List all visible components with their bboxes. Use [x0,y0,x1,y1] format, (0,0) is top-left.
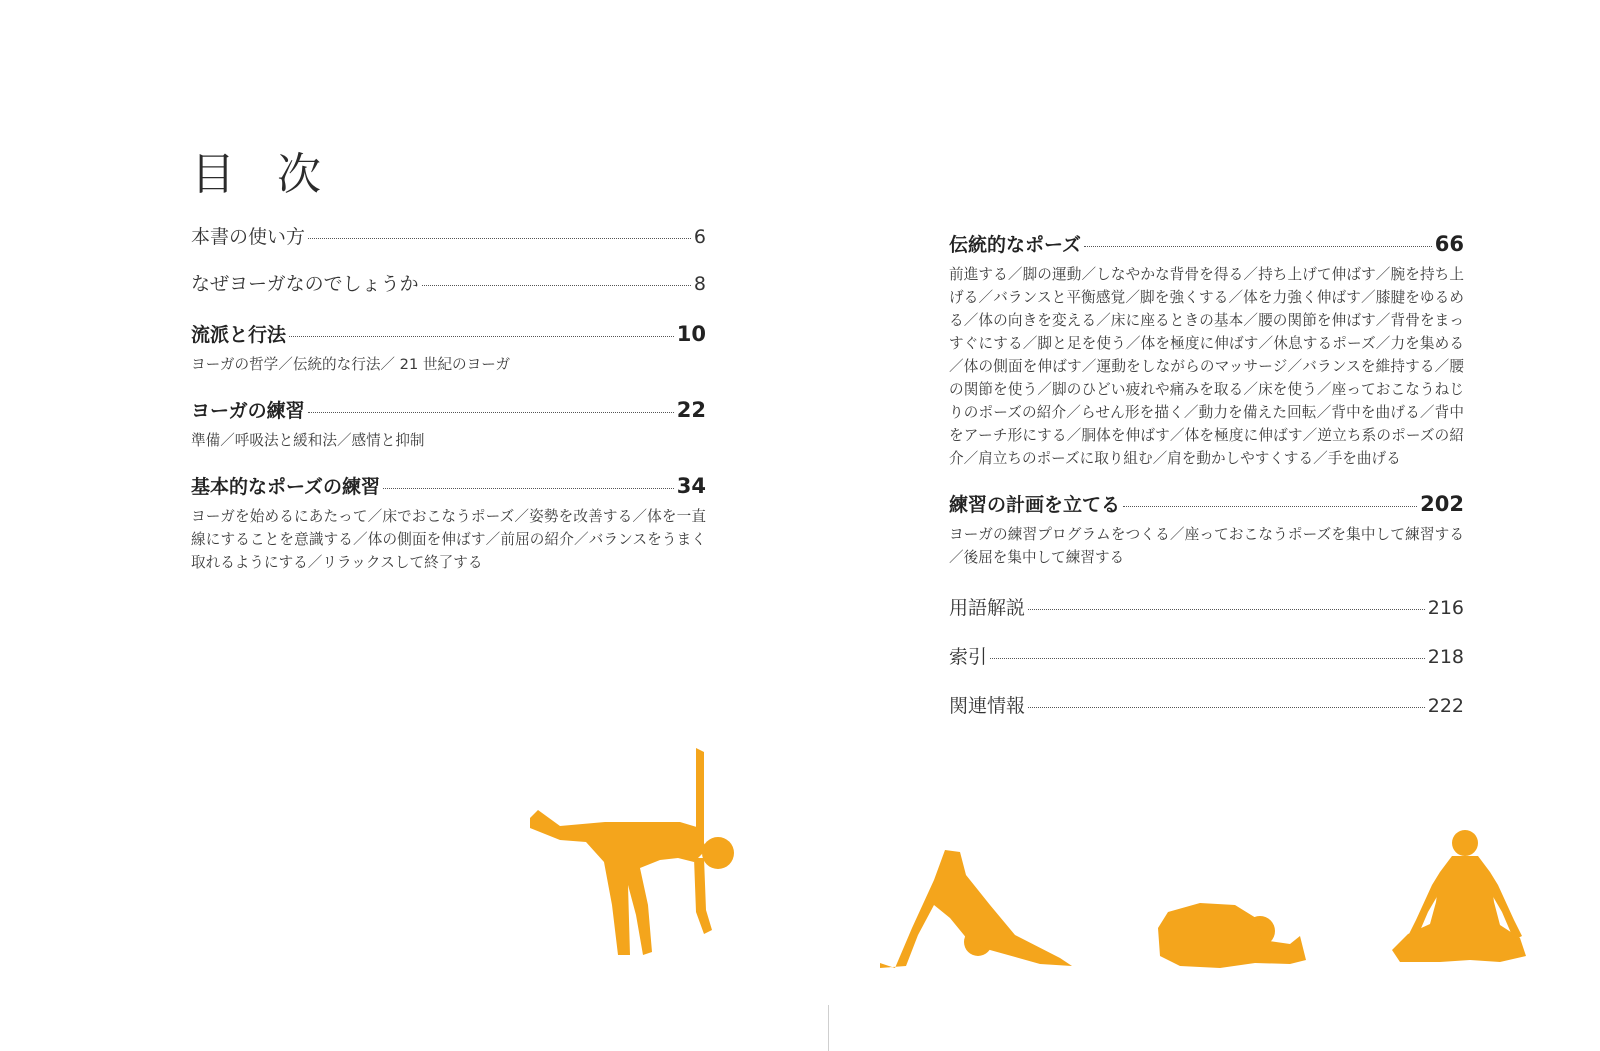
toc-entry-label: 本書の使い方 [191,226,306,248]
toc-chapter-title: 基本的なポーズの練習 [191,476,381,498]
dot-leader [1084,246,1432,247]
toc-entry-page: 216 [1427,597,1464,619]
toc-chapter-traditional-poses[interactable] [949,230,1464,470]
toc-entry-glossary[interactable] [949,593,1464,620]
dot-leader [422,285,691,286]
toc-entry-label: 用語解説 [949,597,1026,619]
toc-chapter-subtopics: ヨーガの哲学／伝統的な行法／ 21 世紀のヨーガ [191,356,511,373]
dot-leader [308,412,674,413]
dot-leader [308,238,691,239]
dot-leader [1123,506,1417,507]
toc-chapter-title: ヨーガの練習 [191,400,305,422]
toc-chapter-title: 練習の計画を立てる [949,494,1121,516]
toc-chapter-title: 伝統的なポーズ [949,234,1082,256]
page-fold-line [828,1005,829,1051]
toc-chapter-subtopics: 準備／呼吸法と緩和法／感情と抑制 [191,432,425,449]
dot-leader [990,658,1425,659]
toc-chapter-title: 流派と行法 [191,324,287,346]
toc-chapter-yoga-practice[interactable] [191,396,706,452]
toc-chapter-page: 10 [676,322,706,346]
page-title: 目 次 [191,149,335,201]
toc-chapter-page: 34 [676,474,706,498]
toc-chapter-page: 202 [1420,492,1464,516]
toc-entry-page: 6 [693,226,706,248]
toc-chapter-page: 66 [1434,232,1464,256]
toc-right-column [949,230,1464,718]
toc-chapter-subtopics: 前進する／脚の運動／しなやかな背骨を得る／持ち上げて伸ばす／腕を持ち上げる／バランスと平衡感覚／脚を強くする／体を力強く伸ばす／膝腱をゆるめる／体の向きを変える／床に座るときの基本／腰の関節を伸ばす／背骨をまっすぐにする／脚と足を使う／体を極度に伸ばす／休息するポーズ／力を集める／体の側面を伸ばす／運動をしながらのマッサージ／バランスを維持する／腰の関節を使う／脚のひどい疲れや痛みを取る／床を使う／座っておこなうねじりのポーズの紹介／らせん形を描く／動力を備えた回転／背中を曲げる／背中をアーチ形にする／胴体を伸ばす／体を極度に伸ばす／逆立ち系のポーズの紹介／肩立ちのポーズに取り組む／肩を動かしやすくする／手を曲げる [949,266,1464,467]
toc-entry-label: 関連情報 [949,695,1026,717]
toc-entry-page: 8 [693,273,706,295]
seated-forward-bend-figure-icon [1158,903,1306,968]
toc-entry-page: 218 [1427,646,1464,668]
dot-leader [1028,707,1425,708]
toc-entry-label: 索引 [949,646,988,668]
toc-entry-index[interactable] [949,642,1464,669]
toc-entry-how-to-use[interactable] [191,222,706,249]
toc-entry-page: 222 [1427,695,1464,717]
toc-left-column [191,222,706,574]
toc-chapter-subtopics: ヨーガの練習プログラムをつくる／座っておこなうポーズを集中して練習する／後屈を集中して練習する [949,526,1464,566]
toc-chapter-subtopics: ヨーガを始めるにあたって／床でおこなうポーズ／姿勢を改善する／体を一直線にすることを意識する／体の側面を伸ばす／前屈の紹介／バランスをうまく取れるようにする／リラックスして終了する [191,508,706,571]
dot-leader [1028,609,1425,610]
lotus-meditation-figure-icon [1392,830,1526,962]
toc-entry-label: なぜヨーガなのでしょうか [191,273,419,295]
half-moon-pose-figure-icon [530,748,734,955]
toc-chapter-basic-poses[interactable] [191,472,706,574]
dot-leader [383,488,674,489]
toc-chapter-schools[interactable] [191,320,706,376]
toc-chapter-practice-plan[interactable] [949,490,1464,569]
toc-entry-resources[interactable] [949,691,1464,718]
downward-dog-pose-figure-icon [880,850,1072,968]
dot-leader [289,336,674,337]
toc-chapter-page: 22 [676,398,706,422]
toc-entry-why-yoga[interactable] [191,269,706,296]
